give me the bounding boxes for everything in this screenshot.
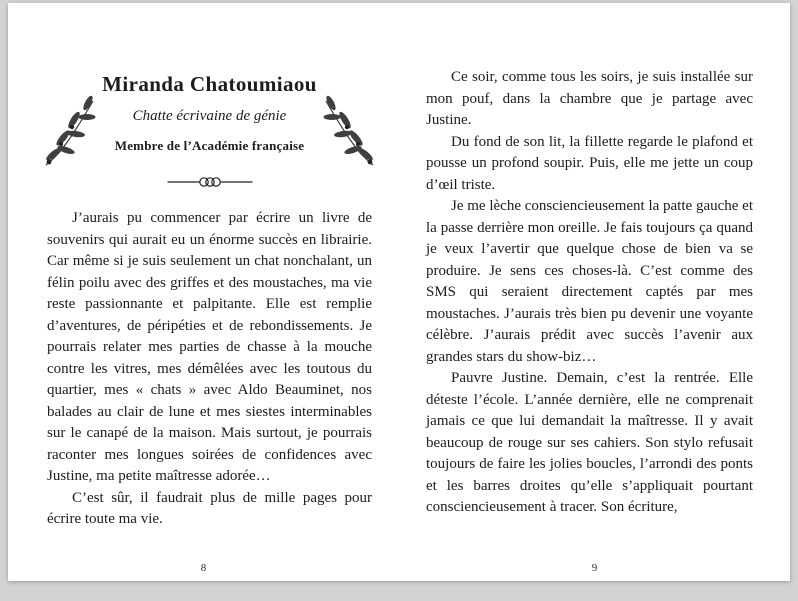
right-page-text: [426, 67, 753, 519]
paragraph: J’aurais pu commencer par écrire un livre de souvenirs qui aurait eu un énorme succès en librairie. Car même si je suis seulement un chat nonchalant, un félin poilu avec des griffes et des moustaches, ma vie reste passionnante et palpitante. Elle est remplie d’aventures, de péripéties et de rebondissements. Je pourrais relater mes parties de chasse à la mouche contre les vitres, mes démêlées avec les toutous du quartier, mes « chats » avec Aldo Beauminet, nos balades au clair de lune et mes siestes interminables sur le canapé de la maison. Mais surtout, je pourrais raconter mes longues soirées de confidences avec Justine, ma petite maîtresse adorée…: [47, 210, 372, 485]
chapter-header: [47, 73, 372, 154]
paragraph: Du fond de son lit, la fillette regarde le plafond et pousse un profond soupir. Puis, elle me jette un coup d’œil triste.: [426, 133, 753, 193]
section-divider: [47, 174, 372, 190]
divider-knot-icon: [166, 174, 254, 190]
chapter-affiliation: Membre de l’Académie française: [114, 138, 305, 154]
paragraph: Je me lèche consciencieusement la patte gauche et la passe derrière mon oreille. Je fais toujours ça quand je veux l’avertir que quelque chose de bien va se produire. Je sens ces choses-là. C’est comme des SMS qui seraient directement captés par mes moustaches. J’aurais très bien pu devenir une voyante célèbre. J’aurais prédit avec succès l’avenir aux grandes stars du show-biz…: [426, 198, 753, 365]
book-spread: [8, 3, 790, 581]
paragraph: Pauvre Justine. Demain, c’est la rentrée. Elle déteste l’école. L’année dernière, elle ne comprenait jamais ce que lui demandait la maîtresse. Il y avait beaucoup de rouge sur ses cahiers. Son stylo refusait toujours de faire les jolies boucles, l’arrondi des ponts et les barres droites qu’elle s’appliquait pourtant consciencieusement à tracer. Son écriture,: [426, 370, 753, 515]
olive-branch-right-icon: [316, 93, 378, 169]
left-page: [8, 3, 399, 581]
left-page-text: [47, 208, 372, 531]
page-number-right: 9: [591, 562, 598, 574]
page-number-left: 8: [200, 562, 207, 574]
olive-branch-left-icon: [41, 93, 103, 169]
chapter-subtitle: Chatte écrivaine de génie: [132, 108, 287, 125]
chapter-title: Miranda Chatoumiaou: [102, 72, 317, 96]
paragraph: C’est sûr, il faudrait plus de mille pages pour écrire toute ma vie.: [47, 489, 372, 528]
paragraph: Ce soir, comme tous les soirs, je suis installée sur mon pouf, dans la chambre que je partage avec Justine.: [426, 69, 753, 128]
right-page: [399, 3, 790, 581]
